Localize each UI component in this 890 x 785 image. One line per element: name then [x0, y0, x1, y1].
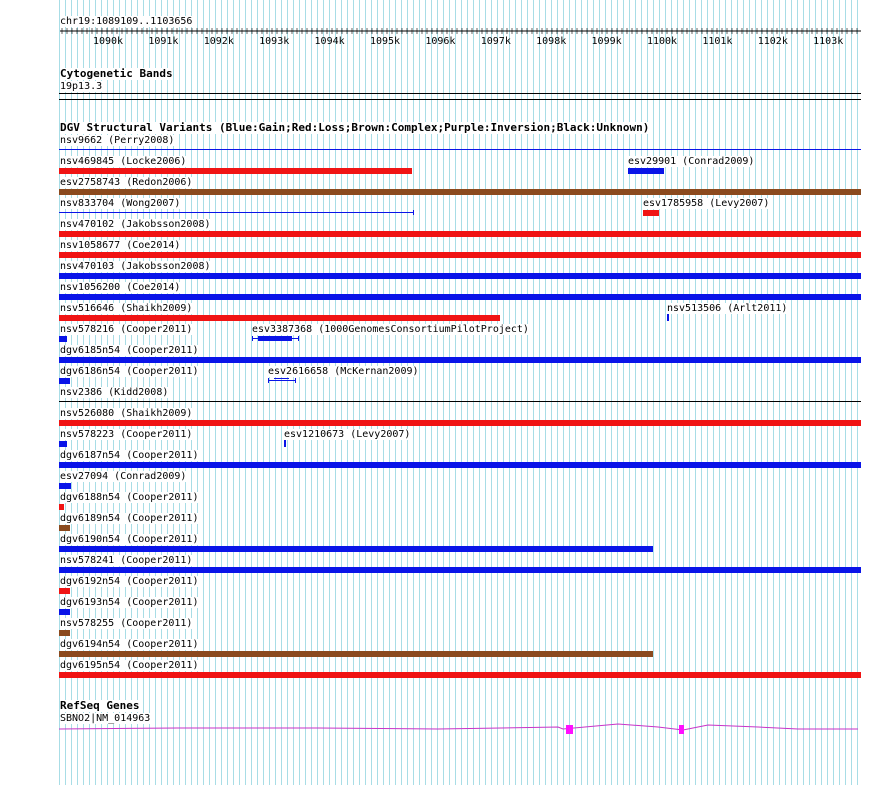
- variant-label[interactable]: dgv6194n54 (Cooper2011): [60, 639, 199, 650]
- variant-label[interactable]: dgv6188n54 (Cooper2011): [60, 492, 199, 503]
- variant-label[interactable]: nsv2386 (Kidd2008): [60, 387, 169, 398]
- cytoband-divider: [59, 93, 861, 94]
- variant-line[interactable]: [59, 149, 861, 150]
- variant-bar[interactable]: [643, 210, 659, 216]
- ruler[interactable]: [58, 26, 864, 46]
- ruler-tick-label: 1096k: [425, 36, 456, 46]
- ruler-tick-label: 1101k: [702, 36, 733, 46]
- gene-model[interactable]: [58, 720, 864, 738]
- variant-bar[interactable]: [59, 483, 71, 489]
- variant-label[interactable]: esv27094 (Conrad2009): [60, 471, 187, 482]
- variant-line[interactable]: [59, 401, 861, 402]
- ruler-tick-label: 1092k: [203, 36, 234, 46]
- ruler-tick-label: 1098k: [536, 36, 567, 46]
- variant-bar[interactable]: [59, 462, 861, 468]
- cytoband-track-title[interactable]: Cytogenetic Bands: [60, 67, 173, 80]
- ruler-tick-label: 1099k: [591, 36, 622, 46]
- variant-label[interactable]: nsv833704 (Wong2007): [60, 198, 181, 209]
- variant-bar[interactable]: [59, 567, 861, 573]
- ruler-tick-label: 1093k: [259, 36, 290, 46]
- variant-bar[interactable]: [59, 294, 861, 300]
- variant-bar[interactable]: [59, 315, 500, 321]
- variant-line[interactable]: [59, 212, 413, 213]
- variant-label[interactable]: nsv1058677 (Coe2014): [60, 240, 181, 251]
- variant-bar[interactable]: [59, 336, 67, 342]
- variant-label[interactable]: esv2616658 (McKernan2009): [268, 366, 419, 377]
- variant-label[interactable]: esv2758743 (Redon2006): [60, 177, 193, 188]
- variant-core: [274, 378, 289, 379]
- variant-bar[interactable]: [59, 630, 70, 636]
- variant-label[interactable]: nsv9662 (Perry2008): [60, 135, 175, 146]
- dgv-track-title[interactable]: DGV Structural Variants (Blue:Gain;Red:Loss;Brown:Complex;Purple:Inversion;Black:Unknown): [60, 121, 650, 134]
- variant-label[interactable]: esv1210673 (Levy2007): [284, 429, 411, 440]
- variant-label[interactable]: dgv6190n54 (Cooper2011): [60, 534, 199, 545]
- position-label: chr19:1089109..1103656: [60, 16, 193, 27]
- variant-bar[interactable]: [59, 378, 70, 384]
- variant-bar[interactable]: [59, 273, 861, 279]
- variant-bar[interactable]: [59, 588, 70, 594]
- variant-label[interactable]: nsv526080 (Shaikh2009): [60, 408, 193, 419]
- variant-label[interactable]: nsv578241 (Cooper2011): [60, 555, 193, 566]
- ruler-tick-label: 1090k: [92, 36, 124, 46]
- variant-label[interactable]: esv1785958 (Levy2007): [643, 198, 770, 209]
- variant-bar[interactable]: [59, 231, 861, 237]
- left-margin: [0, 0, 57, 785]
- variant-label[interactable]: nsv513506 (Arlt2011): [667, 303, 788, 314]
- variant-label[interactable]: nsv470103 (Jakobsson2008): [60, 261, 211, 272]
- variant-label[interactable]: dgv6185n54 (Cooper2011): [60, 345, 199, 356]
- variant-range[interactable]: [252, 338, 298, 339]
- variant-bar[interactable]: [59, 441, 67, 447]
- variant-label[interactable]: esv3387368 (1000GenomesConsortiumPilotProject): [252, 324, 529, 335]
- variant-end-cap: [413, 210, 414, 215]
- variant-bar[interactable]: [59, 504, 64, 510]
- ruler-tick-label: 1097k: [480, 36, 511, 46]
- ruler-tick-label: 1094k: [314, 36, 345, 46]
- gene-intron-line: [59, 724, 858, 730]
- ruler-tick-label: 1102k: [757, 36, 788, 46]
- variant-bar[interactable]: [59, 252, 861, 258]
- ruler-tick-label: 1095k: [369, 36, 401, 46]
- variant-label[interactable]: nsv1056200 (Coe2014): [60, 282, 181, 293]
- variant-bar[interactable]: [59, 672, 861, 678]
- variant-bar[interactable]: [59, 525, 70, 531]
- variant-bar[interactable]: [59, 546, 653, 552]
- gene-exon: [566, 725, 573, 734]
- right-margin: [863, 0, 890, 785]
- variant-label[interactable]: dgv6193n54 (Cooper2011): [60, 597, 199, 608]
- variant-label[interactable]: nsv469845 (Locke2006): [60, 156, 187, 167]
- variant-bar[interactable]: [59, 189, 861, 195]
- variant-label[interactable]: dgv6192n54 (Cooper2011): [60, 576, 199, 587]
- variant-bar[interactable]: [59, 651, 653, 657]
- variant-bar[interactable]: [59, 357, 861, 363]
- variant-label[interactable]: esv29901 (Conrad2009): [628, 156, 755, 167]
- ruler-tick-label: 1103k: [813, 36, 844, 46]
- cytoband-divider: [59, 99, 861, 100]
- variant-tick[interactable]: [284, 440, 286, 447]
- variant-bar[interactable]: [628, 168, 664, 174]
- variant-tick[interactable]: [667, 314, 669, 321]
- ruler-tick-label: 1091k: [148, 36, 179, 46]
- variant-bar[interactable]: [59, 609, 70, 615]
- variant-label[interactable]: nsv516646 (Shaikh2009): [60, 303, 193, 314]
- cytoband-label: 19p13.3: [60, 81, 103, 92]
- variant-label[interactable]: nsv578216 (Cooper2011): [60, 324, 193, 335]
- variant-bar[interactable]: [59, 420, 861, 426]
- variant-label[interactable]: dgv6187n54 (Cooper2011): [60, 450, 199, 461]
- gene-exon: [679, 725, 684, 734]
- refseq-track-title[interactable]: RefSeq Genes: [60, 699, 140, 712]
- variant-bar[interactable]: [59, 168, 412, 174]
- variant-range[interactable]: [268, 380, 295, 381]
- variant-end-cap: [295, 378, 296, 383]
- gene-label[interactable]: SBNO2|NM_014963: [60, 713, 151, 724]
- variant-label[interactable]: dgv6189n54 (Cooper2011): [60, 513, 199, 524]
- variant-label[interactable]: nsv578255 (Cooper2011): [60, 618, 193, 629]
- variant-end-cap: [298, 336, 299, 341]
- variant-label[interactable]: nsv578223 (Cooper2011): [60, 429, 193, 440]
- variant-label[interactable]: dgv6186n54 (Cooper2011): [60, 366, 199, 377]
- variant-label[interactable]: dgv6195n54 (Cooper2011): [60, 660, 199, 671]
- ruler-tick-label: 1100k: [646, 36, 678, 46]
- variant-label[interactable]: nsv470102 (Jakobsson2008): [60, 219, 211, 230]
